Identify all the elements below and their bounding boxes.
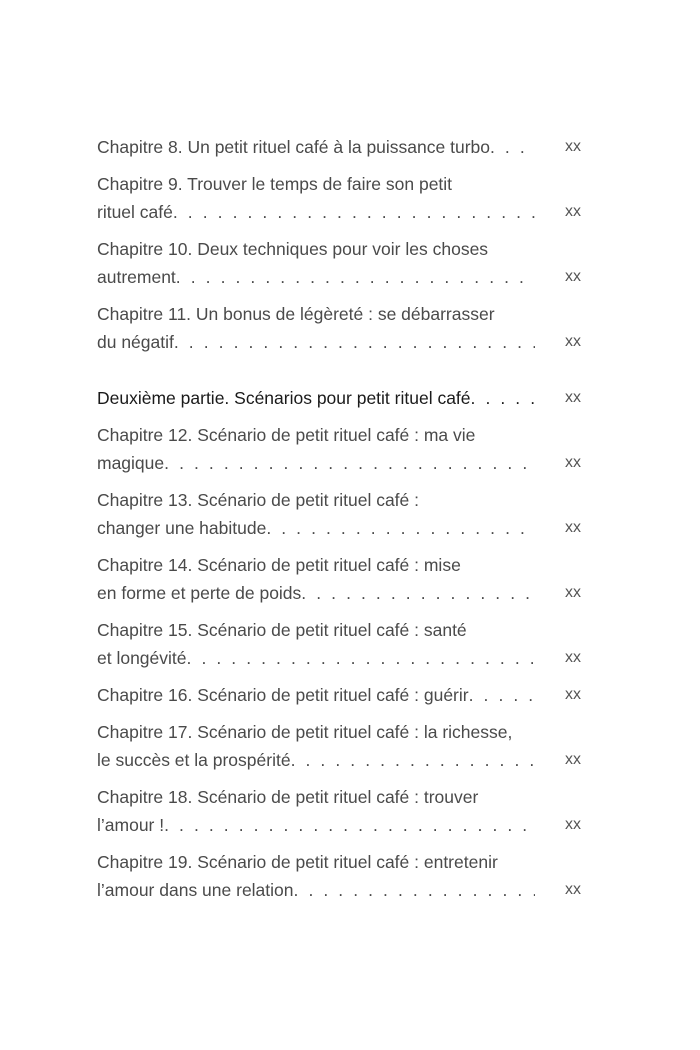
dot-leader	[469, 681, 535, 709]
toc-entry-title-line: Chapitre 19. Scénario de petit rituel café : entretenir	[97, 852, 498, 872]
page-number: xx	[565, 519, 581, 536]
toc-entry	[97, 681, 581, 709]
page-number: xx	[565, 203, 581, 220]
toc-entry-title-line: Chapitre 17. Scénario de petit rituel café : la richesse,	[97, 722, 513, 742]
toc-entry	[97, 133, 581, 161]
toc-entry-last-line	[97, 746, 581, 774]
toc-entry	[97, 300, 581, 356]
toc-entry-title-line: Chapitre 12. Scénario de petit rituel café : ma vie	[97, 425, 476, 445]
toc-entry-title-line: Chapitre 18. Scénario de petit rituel café : trouver	[97, 787, 479, 807]
toc-entry-last-line	[97, 198, 581, 226]
toc-entry	[97, 170, 581, 226]
toc-entry-last-line	[97, 263, 581, 291]
toc-entry-title-end: le succès et la prospérité	[97, 750, 291, 770]
toc-entry-title-end: magique	[97, 453, 165, 473]
toc-entry	[97, 421, 581, 477]
dot-leader	[490, 133, 535, 161]
dot-leader	[266, 514, 535, 542]
page-number: xx	[565, 881, 581, 898]
toc-entry	[97, 783, 581, 839]
toc-entry-title-line: Chapitre 9. Trouver le temps de faire son petit	[97, 174, 453, 194]
dot-leader	[173, 198, 535, 226]
toc-entry-title-end: et longévité	[97, 648, 187, 668]
page-number: xx	[565, 389, 581, 406]
page-number: xx	[565, 816, 581, 833]
toc-entry-title-end: du négatif	[97, 332, 174, 352]
page-number: xx	[565, 138, 581, 155]
dot-leader	[174, 328, 535, 356]
dot-leader	[294, 876, 535, 904]
toc-entry-last-line	[97, 133, 581, 161]
page-number: xx	[565, 649, 581, 666]
dot-leader	[164, 449, 535, 477]
toc-entry-last-line	[97, 384, 581, 412]
page-number: xx	[565, 333, 581, 350]
toc-entry-title-end: l’amour !	[97, 815, 165, 835]
toc-entry-last-line	[97, 328, 581, 356]
toc-entry-title-line: Chapitre 10. Deux techniques pour voir les choses	[97, 239, 489, 259]
toc-entry	[97, 616, 581, 672]
toc-entry	[97, 848, 581, 904]
dot-leader	[187, 644, 535, 672]
toc-entry-last-line	[97, 449, 581, 477]
dot-leader	[176, 263, 535, 291]
table-of-contents	[97, 133, 581, 913]
page-number: xx	[565, 268, 581, 285]
toc-entry-title-end: autrement	[97, 267, 176, 287]
toc-entry-last-line	[97, 876, 581, 904]
page-number: xx	[565, 454, 581, 471]
toc-entry-title-end: rituel café	[97, 202, 173, 222]
toc-part-heading	[97, 384, 581, 412]
page-number: xx	[565, 751, 581, 768]
toc-entry-title-line: Chapitre 14. Scénario de petit rituel café : mise	[97, 555, 461, 575]
toc-entry-title-end: changer une habitude	[97, 518, 267, 538]
toc-entry-title-end: Chapitre 8. Un petit rituel café à la puissance turbo	[97, 137, 490, 157]
dot-leader	[471, 384, 535, 412]
toc-entry-title-line: Chapitre 11. Un bonus de légèreté : se débarrasser	[97, 304, 495, 324]
toc-entry-title-end: Deuxième partie. Scénarios pour petit rituel café	[97, 388, 471, 408]
toc-entry	[97, 235, 581, 291]
toc-entry	[97, 486, 581, 542]
toc-entry	[97, 718, 581, 774]
toc-entry	[97, 551, 581, 607]
dot-leader	[301, 579, 535, 607]
dot-leader	[164, 811, 535, 839]
toc-entry-last-line	[97, 811, 581, 839]
toc-entry-last-line	[97, 514, 581, 542]
toc-entry-title-end: l’amour dans une relation	[97, 880, 294, 900]
page-number: xx	[565, 686, 581, 703]
toc-entry-last-line	[97, 681, 581, 709]
toc-entry-title-line: Chapitre 15. Scénario de petit rituel café : santé	[97, 620, 467, 640]
toc-entry-title-line: Chapitre 13. Scénario de petit rituel café :	[97, 490, 419, 510]
toc-entry-title-end: en forme et perte de poids	[97, 583, 302, 603]
dot-leader	[291, 746, 535, 774]
toc-entry-last-line	[97, 579, 581, 607]
toc-entry-title-end: Chapitre 16. Scénario de petit rituel café : guérir	[97, 685, 469, 705]
page-number: xx	[565, 584, 581, 601]
toc-entry-last-line	[97, 644, 581, 672]
